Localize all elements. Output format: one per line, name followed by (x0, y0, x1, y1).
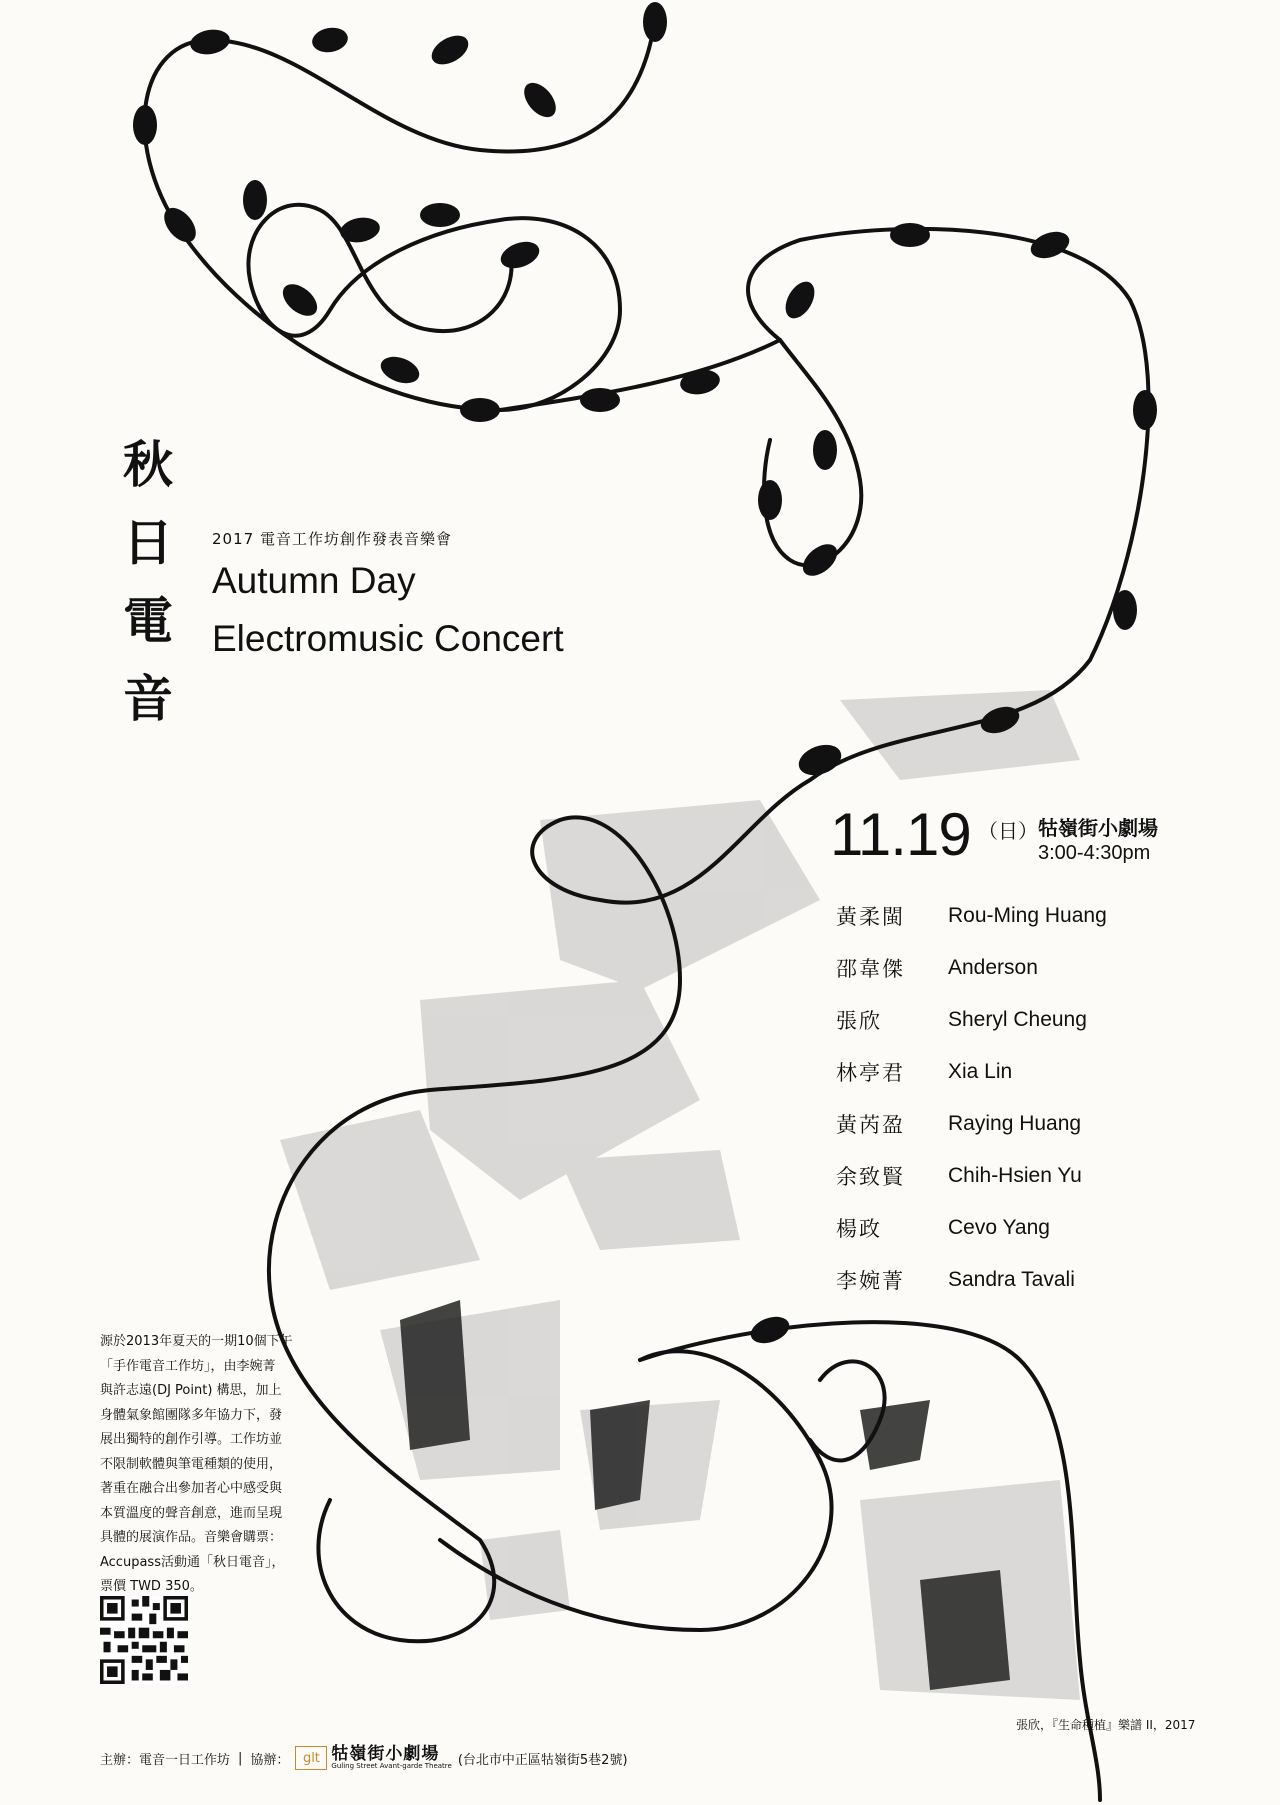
description-line: 展出獨特的創作引導。工作坊並 (100, 1432, 283, 1447)
description-line: 票價 TWD 350。 (100, 1579, 203, 1594)
title-char: 日 (123, 513, 173, 572)
logo-mark: glt (295, 1746, 327, 1770)
performer-row (836, 890, 1107, 942)
footer (100, 1746, 628, 1770)
venue-address: (台北市中正區牯嶺街5巷2號) (457, 1752, 628, 1768)
title-char: 秋 (123, 435, 173, 494)
description-line: 不限制軟體與筆電種類的使用， (100, 1456, 283, 1472)
performer-name-en: Sandra Tavali (948, 1268, 1075, 1291)
organizer-text: 主辦：電音一日工作坊 (100, 1752, 231, 1768)
description-text (100, 1330, 294, 1600)
footer-separator: | (238, 1750, 243, 1766)
subtitle: 2017 電音工作坊創作發表音樂會 (212, 530, 452, 548)
description-line: 本質溫度的聲音創意，進而呈現 (100, 1505, 283, 1521)
performer-name-zh: 余致賢 (836, 1165, 905, 1189)
performer-name-zh: 黃柔閩 (836, 905, 905, 929)
logo-subtitle: Guling Street Avant-garde Theatre (331, 1762, 452, 1770)
performer-name-en: Chih-Hsien Yu (948, 1164, 1082, 1187)
logo-text (331, 1746, 451, 1770)
description-line: 與許志遠(DJ Point) 構思，加上 (100, 1383, 282, 1398)
logo-name: 牯嶺街小劇場 (331, 1744, 440, 1764)
performer-name-en: Xia Lin (948, 1060, 1013, 1083)
performer-row (836, 1098, 1107, 1150)
performer-row (836, 1254, 1107, 1306)
description-line: 著重在融合出參加者心中感受與 (100, 1481, 283, 1496)
description-line: 源於2013年夏天的一期10個下午 (100, 1334, 293, 1349)
performer-name-zh: 黃芮盈 (836, 1113, 905, 1137)
description-line: 具體的展演作品。音樂會購票： (100, 1530, 283, 1545)
performer-name-zh: 邵韋傑 (836, 957, 905, 981)
performer-row (836, 994, 1107, 1046)
co-organizer-label: 協辦： (250, 1752, 290, 1768)
qr-code-icon[interactable] (100, 1596, 188, 1684)
description-line: 「手作電音工作坊」，由李婉菁 (100, 1358, 276, 1374)
performer-row (836, 942, 1107, 994)
performer-row (836, 1150, 1107, 1202)
performer-name-en: Cevo Yang (948, 1216, 1050, 1239)
performer-name-zh: 楊政 (836, 1217, 882, 1241)
venue-name: 牯嶺街小劇場 (1038, 816, 1158, 840)
theatre-logo[interactable] (295, 1746, 451, 1770)
performer-name-en: Rou-Ming Huang (948, 904, 1107, 927)
performer-row (836, 1046, 1107, 1098)
english-title-line1: Autumn Day (212, 560, 416, 601)
concert-weekday: （日） (978, 819, 1038, 843)
performer-name-zh: 林亭君 (836, 1061, 905, 1085)
performer-name-zh: 李婉菁 (836, 1269, 905, 1293)
concert-date: 11.19 (830, 801, 971, 868)
concert-time: 3:00-4:30pm (1038, 842, 1151, 864)
title-char: 電 (123, 591, 173, 650)
performer-name-zh: 張欣 (836, 1009, 882, 1033)
performer-name-en: Raying Huang (948, 1112, 1082, 1135)
english-title-line2: Electromusic Concert (212, 618, 564, 659)
vertical-title (118, 435, 178, 752)
artwork-credit: 張欣，『生命種植』樂譜 II，2017 (1016, 1718, 1196, 1732)
description-line: 身體氣象館團隊多年協力下，發 (100, 1407, 283, 1423)
title-char: 音 (123, 669, 173, 728)
performer-row (836, 1202, 1107, 1254)
description-line: Accupass活動通「秋日電音」， (100, 1554, 285, 1570)
performer-name-en: Sheryl Cheung (948, 1008, 1087, 1031)
performer-list (836, 890, 1107, 1306)
performer-name-en: Anderson (948, 956, 1038, 979)
